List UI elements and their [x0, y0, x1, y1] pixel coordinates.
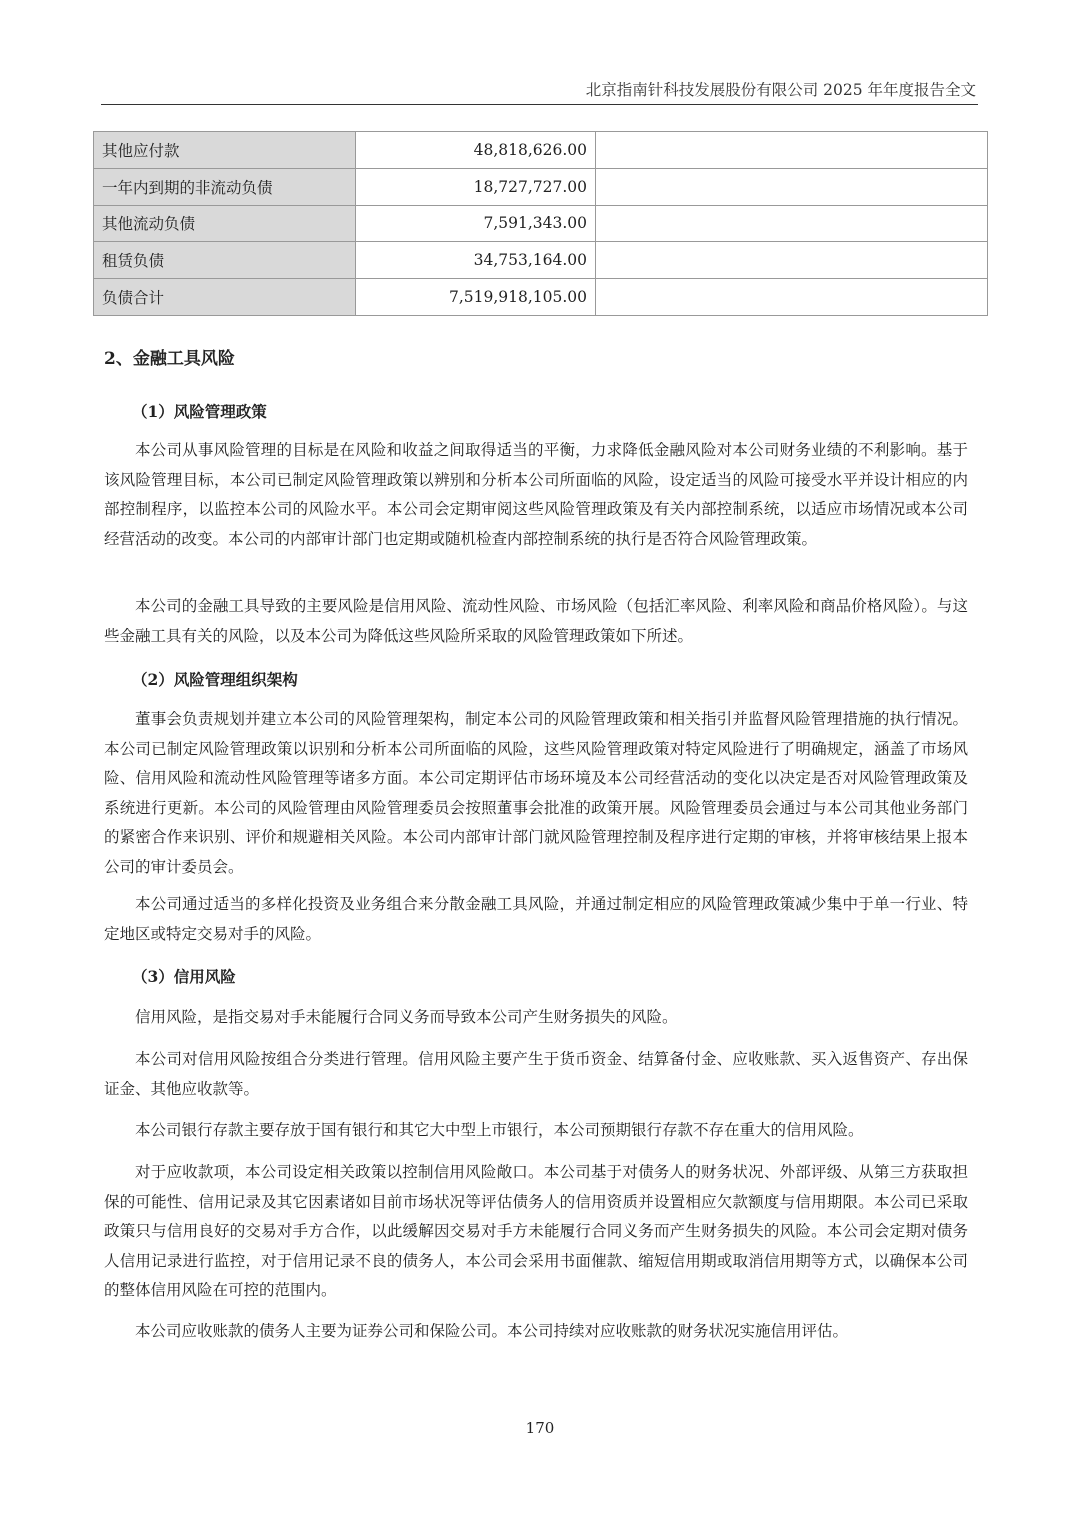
- row-extra: [596, 205, 988, 242]
- section-heading: 2、金融工具风险: [104, 349, 235, 369]
- paragraph: 本公司的金融工具导致的主要风险是信用风险、流动性风险、市场风险（包括汇率风险、利率风险和商品价格风险）。与这些金融工具有关的风险，以及本公司为降低这些风险所采取的风险管理政策如下所述。: [104, 597, 968, 645]
- subheading-risk-policy: （1）风险管理政策: [132, 402, 267, 421]
- paragraph: 本公司从事风险管理的目标是在风险和收益之间取得适当的平衡，力求降低金融风险对本公司财务业绩的不利影响。基于该风险管理目标，本公司已制定风险管理政策以辨别和分析本公司所面临的风险，设定适当的风险可接受水平并设计相应的内部控制程序，以监控本公司的风险水平。本公司会定期审阅这些风险管理政策及有关内部控制系统，以适应市场情况或本公司经营活动的改变。本公司的内部审计部门也定期或随机检查内部控制系统的执行是否符合风险管理政策。: [104, 441, 968, 548]
- table-row: [94, 205, 988, 242]
- paragraph: 本公司银行存款主要存放于国有银行和其它大中型上市银行，本公司预期银行存款不存在重大的信用风险。: [135, 1121, 864, 1139]
- row-label: 其他流动负债: [94, 205, 356, 242]
- row-extra: [596, 132, 988, 169]
- row-label: 一年内到期的非流动负债: [94, 168, 356, 205]
- paragraph: 本公司应收账款的债务人主要为证券公司和保险公司。本公司持续对应收账款的财务状况实施信用评估。: [135, 1322, 849, 1340]
- page-number: 170: [525, 1419, 555, 1437]
- row-value: 7,591,343.00: [356, 205, 596, 242]
- row-label: 负债合计: [94, 279, 356, 316]
- row-label: 租赁负债: [94, 242, 356, 279]
- table-row: [94, 279, 988, 316]
- paragraph: 本公司通过适当的多样化投资及业务组合来分散金融工具风险，并通过制定相应的风险管理政策减少集中于单一行业、特定地区或特定交易对手的风险。: [104, 895, 968, 943]
- paragraph: 董事会负责规划并建立本公司的风险管理架构，制定本公司的风险管理政策和相关指引并监督风险管理措施的执行情况。本公司已制定风险管理政策以识别和分析本公司所面临的风险，这些风险管理政策对特定风险进行了明确规定，涵盖了市场风险、信用风险和流动性风险管理等诸多方面。本公司定期评估市场环境及本公司经营活动的变化以决定是否对风险管理政策及系统进行更新。本公司的风险管理由风险管理委员会按照董事会批准的政策开展。风险管理委员会通过与本公司其他业务部门的紧密合作来识别、评价和规避相关风险。本公司内部审计部门就风险管理控制及程序进行定期的审核，并将审核结果上报本公司的审计委员会。: [104, 710, 968, 876]
- paragraph: 对于应收款项，本公司设定相关政策以控制信用风险敞口。本公司基于对债务人的财务状况、外部评级、从第三方获取担保的可能性、信用记录及其它因素诸如目前市场状况等评估债务人的信用资质并设置相应欠款额度与信用期限。本公司已采取政策只与信用良好的交易对手方合作，以此缓解因交易对手方未能履行合同义务而产生财务损失的风险。本公司会定期对债务人信用记录进行监控，对于信用记录不良的债务人，本公司会采用书面催款、缩短信用期或取消信用期等方式，以确保本公司的整体信用风险在可控的范围内。: [104, 1163, 968, 1300]
- row-value: 34,753,164.00: [356, 242, 596, 279]
- row-value: 7,519,918,105.00: [356, 279, 596, 316]
- row-extra: [596, 279, 988, 316]
- liabilities-table: [93, 131, 988, 316]
- row-extra: [596, 168, 988, 205]
- row-extra: [596, 242, 988, 279]
- table-row: [94, 168, 988, 205]
- row-value: 48,818,626.00: [356, 132, 596, 169]
- subheading-credit-risk: （3）信用风险: [132, 967, 236, 986]
- paragraph: 本公司对信用风险按组合分类进行管理。信用风险主要产生于货币资金、结算备付金、应收账款、买入返售资产、存出保证金、其他应收款等。: [104, 1050, 968, 1098]
- table-row: [94, 242, 988, 279]
- paragraph: 信用风险，是指交易对手未能履行合同义务而导致本公司产生财务损失的风险。: [135, 1008, 678, 1026]
- row-label: 其他应付款: [94, 132, 356, 169]
- header-title: 北京指南针科技发展股份有限公司 2025 年年度报告全文: [585, 81, 976, 99]
- page-header: [101, 74, 978, 105]
- subheading-risk-organization: （2）风险管理组织架构: [132, 670, 298, 689]
- row-value: 18,727,727.00: [356, 168, 596, 205]
- table-row: [94, 132, 988, 169]
